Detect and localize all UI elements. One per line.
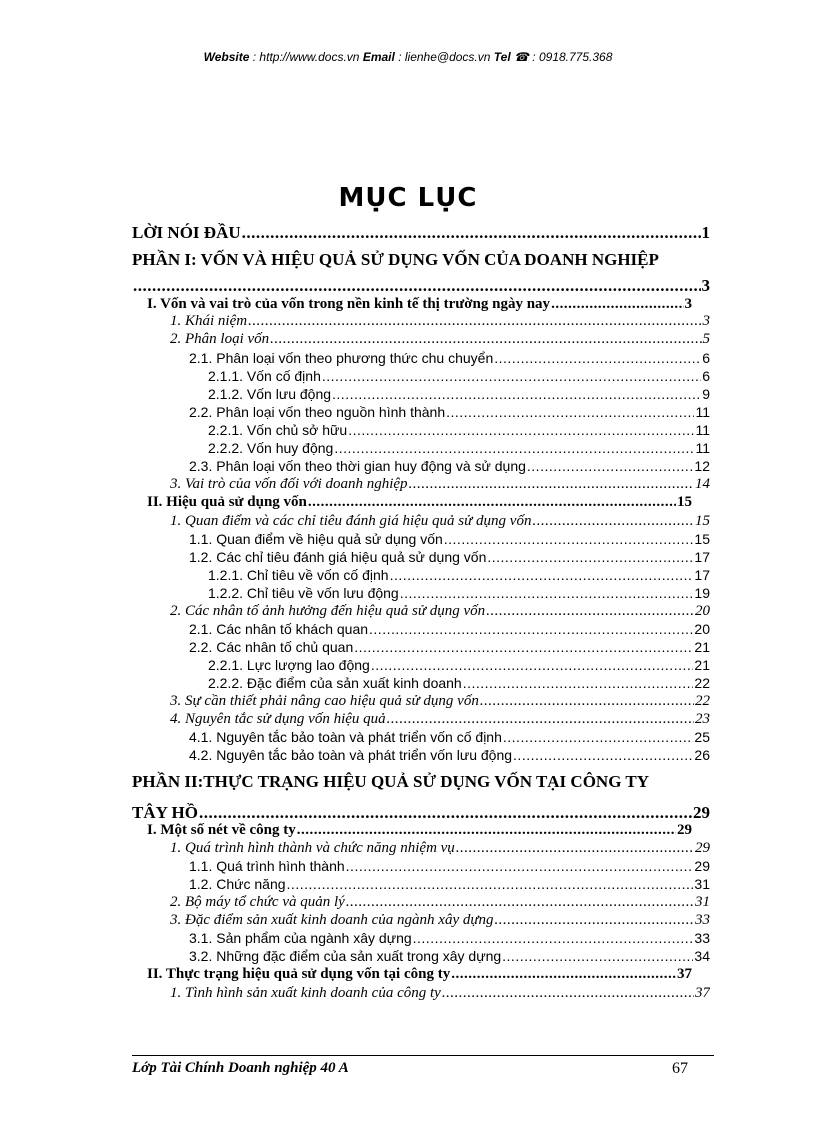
toc-entry-text: 2.1.1. Vốn cố định bbox=[208, 368, 321, 384]
toc-entry-page: 20 bbox=[695, 603, 710, 619]
toc-entry bbox=[170, 840, 710, 857]
toc-entry-page: 33 bbox=[695, 912, 710, 928]
website-url[interactable]: : http://www.docs.vn bbox=[252, 50, 360, 64]
toc-entry-page: 9 bbox=[702, 386, 710, 402]
toc-entry-text: 2. Các nhân tố ảnh hưởng đến hiệu quả sử dụng vốn bbox=[170, 603, 486, 619]
toc-entry bbox=[170, 313, 710, 330]
toc-entry-text: 4.2. Nguyên tắc bảo toàn và phát triển vốn lưu động bbox=[189, 747, 513, 763]
toc-entry-text: 2.2. Các nhân tố chủ quan bbox=[189, 639, 354, 655]
toc-entry-page: 20 bbox=[694, 621, 710, 637]
website-label: Website bbox=[203, 50, 250, 64]
toc-entry-page: 29 bbox=[695, 840, 710, 856]
toc-entry-text: 1. Quá trình hình thành và chức năng nhiệm vụ bbox=[170, 840, 455, 856]
toc-entry-page: 12 bbox=[694, 458, 710, 474]
toc-entry-page: 3 bbox=[701, 276, 710, 295]
toc-entry-page: 17 bbox=[694, 567, 710, 583]
toc-entry bbox=[170, 912, 710, 929]
toc-entry-text: 4.1. Nguyên tắc bảo toàn và phát triển vốn cố định bbox=[189, 729, 502, 745]
toc-entry-text: 2.1.2. Vốn lưu động bbox=[208, 386, 332, 402]
toc-entry bbox=[147, 296, 692, 313]
email-label: Email bbox=[362, 50, 395, 64]
toc-entry-page: 31 bbox=[694, 876, 710, 892]
toc-entry-page: 15 bbox=[695, 513, 710, 529]
toc-entry bbox=[189, 458, 710, 474]
toc-entry-text: 3.1. Sản phẩm của ngành xây dựng bbox=[189, 930, 412, 946]
toc-entry bbox=[132, 803, 710, 823]
toc-entry bbox=[208, 440, 710, 456]
toc-entry-text: 3. Vai trò của vốn đối với doanh nghiệp bbox=[170, 476, 408, 492]
toc-entry-page: 6 bbox=[702, 368, 710, 384]
toc-entry-page: 26 bbox=[694, 747, 710, 763]
toc-entry-text: 3.2. Những đặc điểm của sản xuất trong xây dựng bbox=[189, 948, 502, 964]
toc-entry-text: LỜI NÓI ĐẦU bbox=[132, 223, 241, 242]
toc-entry-page: 15 bbox=[694, 531, 710, 547]
toc-entry-text: 2.1. Các nhân tố khách quan bbox=[189, 621, 369, 637]
toc-entry bbox=[170, 476, 710, 493]
toc-entry bbox=[170, 894, 710, 911]
toc-entry-text: 2.1. Phân loại vốn theo phương thức chu chuyển bbox=[189, 350, 494, 366]
toc-entry bbox=[170, 985, 710, 1002]
toc-entry bbox=[170, 603, 710, 620]
toc-entry-page: 29 bbox=[677, 822, 692, 838]
toc-entry-page: 5 bbox=[702, 331, 710, 347]
toc-entry-page: 22 bbox=[695, 693, 710, 709]
toc-entry bbox=[189, 747, 710, 763]
toc-entry bbox=[170, 331, 710, 348]
toc-part-title: PHẦN II:THỰC TRẠNG HIỆU QUẢ SỬ DỤNG VỐN TẠI CÔNG TY bbox=[132, 772, 649, 791]
toc-entry-text: 1.1. Quá trình hình thành bbox=[189, 858, 345, 874]
toc-entry-text: II. Hiệu quả sử dụng vốn bbox=[147, 494, 307, 510]
toc-entry bbox=[170, 711, 710, 728]
toc-entry-text: 3. Sự cần thiết phải nâng cao hiệu quả sử dụng vốn bbox=[170, 693, 479, 709]
toc-entry bbox=[208, 675, 710, 691]
toc-entry-text: 1.2.2. Chỉ tiêu về vốn lưu động bbox=[208, 585, 399, 601]
toc-entry-text: TÂY HỒ bbox=[132, 803, 198, 822]
toc-entry-page: 37 bbox=[677, 966, 692, 982]
toc-entry bbox=[208, 657, 710, 673]
toc-entry-page: 37 bbox=[695, 985, 710, 1001]
toc-entry-text: 1. Khái niệm bbox=[170, 313, 248, 329]
toc-entry-page: 11 bbox=[695, 440, 710, 456]
toc-entry-text: 2.2.1. Vốn chủ sở hữu bbox=[208, 422, 348, 438]
toc-entry bbox=[147, 822, 692, 839]
toc-entry bbox=[147, 494, 692, 511]
toc-entry-page: 19 bbox=[694, 585, 710, 601]
toc-entry bbox=[147, 966, 692, 983]
footer-class-name: Lớp Tài Chính Doanh nghiệp 40 A bbox=[132, 1060, 349, 1076]
footer-divider bbox=[132, 1055, 714, 1056]
toc-entry-text: 1.2. Các chỉ tiêu đánh giá hiệu quả sử dụng vốn bbox=[189, 549, 487, 565]
toc-entry-text: 1.1. Quan điểm về hiệu quả sử dụng vốn bbox=[189, 531, 443, 547]
toc-entry bbox=[170, 693, 710, 710]
toc-entry-text: II. Thực trạng hiệu quả sử dụng vốn tại công ty bbox=[147, 966, 451, 982]
toc-entry-text: I. Vốn và vai trò của vốn trong nền kinh tế thị trường ngày nay bbox=[147, 296, 551, 312]
toc-entry bbox=[189, 876, 710, 892]
toc-entry-text: 2.2.2. Vốn huy động bbox=[208, 440, 334, 456]
toc-entry-text: 1.2.1. Chỉ tiêu về vốn cố định bbox=[208, 567, 389, 583]
toc-entry-text: 2. Bộ máy tổ chức và quản lý bbox=[170, 894, 345, 910]
toc-entry bbox=[189, 350, 710, 366]
toc-entry bbox=[189, 858, 710, 874]
toc-entry-text: 1.2. Chức năng bbox=[189, 876, 286, 892]
toc-entry-page: 21 bbox=[694, 657, 710, 673]
toc-entry bbox=[208, 567, 710, 583]
toc-entry bbox=[189, 621, 710, 637]
toc-entry-text: 1. Tình hình sản xuất kinh doanh của công ty bbox=[170, 985, 441, 1001]
toc-entry-page: 11 bbox=[695, 404, 710, 420]
toc-entry-page: 17 bbox=[694, 549, 710, 565]
toc-entry-page: 29 bbox=[694, 858, 710, 874]
toc-entry-page: 34 bbox=[694, 948, 710, 964]
phone-number: ☎ : 0918.775.368 bbox=[514, 50, 613, 64]
toc-entry bbox=[189, 639, 710, 655]
toc-entry bbox=[189, 549, 710, 565]
toc-part-title: PHẦN I: VỐN VÀ HIỆU QUẢ SỬ DỤNG VỐN CỦA DOANH NGHIỆP bbox=[132, 250, 659, 269]
toc-entry-text: 3. Đặc điểm sản xuất kinh doanh của ngành xây dựng bbox=[170, 912, 494, 928]
toc-entry bbox=[189, 948, 710, 964]
toc-entry-page: 31 bbox=[695, 894, 710, 910]
toc-entry-text: 4. Nguyên tắc sử dụng vốn hiệu quả bbox=[170, 711, 386, 727]
toc-entry bbox=[132, 276, 710, 296]
toc-entry-page: 25 bbox=[694, 729, 710, 745]
email-address[interactable]: : lienhe@docs.vn bbox=[398, 50, 491, 64]
page-title: MỤC LỤC bbox=[338, 183, 478, 213]
toc-entry bbox=[189, 404, 710, 420]
toc-entry bbox=[170, 513, 710, 530]
toc-entry-page: 15 bbox=[677, 494, 692, 510]
toc-entry bbox=[208, 368, 710, 384]
toc-entry-page: 29 bbox=[693, 803, 710, 822]
footer-page-number: 67 bbox=[672, 1060, 688, 1077]
toc-entry bbox=[189, 930, 710, 946]
toc-entry-page: 11 bbox=[695, 422, 710, 438]
toc-entry-text: 2. Phân loại vốn bbox=[170, 331, 270, 347]
toc-entry-page: 3 bbox=[684, 296, 692, 312]
toc-entry bbox=[208, 386, 710, 402]
toc-entry-text: 1. Quan điểm và các chỉ tiêu đánh giá hiệu quả sử dụng vốn bbox=[170, 513, 532, 529]
toc-entry bbox=[189, 729, 710, 745]
toc-entry-page: 1 bbox=[701, 223, 710, 242]
toc-entry-page: 3 bbox=[702, 313, 710, 329]
toc-entry-page: 33 bbox=[694, 930, 710, 946]
toc-entry-text: I. Một số nét về công ty bbox=[147, 822, 296, 838]
tel-label: Tel bbox=[493, 50, 511, 64]
toc-entry bbox=[189, 531, 710, 547]
toc-entry-text: 2.2.2. Đặc điểm của sản xuất kinh doanh bbox=[208, 675, 462, 691]
toc-entry bbox=[132, 223, 710, 243]
toc-entry-page: 23 bbox=[695, 711, 710, 727]
toc-entry-text: 2.3. Phân loại vốn theo thời gian huy động và sử dụng bbox=[189, 458, 526, 474]
toc-entry-page: 14 bbox=[695, 476, 710, 492]
toc-entry bbox=[208, 585, 710, 601]
toc-entry-page: 6 bbox=[702, 350, 710, 366]
toc-entry-page: 21 bbox=[694, 639, 710, 655]
toc-entry-page: 22 bbox=[694, 675, 710, 691]
toc-entry-text: 2.2. Phân loại vốn theo nguồn hình thành bbox=[189, 404, 446, 420]
toc-entry-text: 2.2.1. Lực lượng lao động bbox=[208, 657, 370, 673]
toc-entry bbox=[208, 422, 710, 438]
page-header bbox=[0, 50, 816, 64]
